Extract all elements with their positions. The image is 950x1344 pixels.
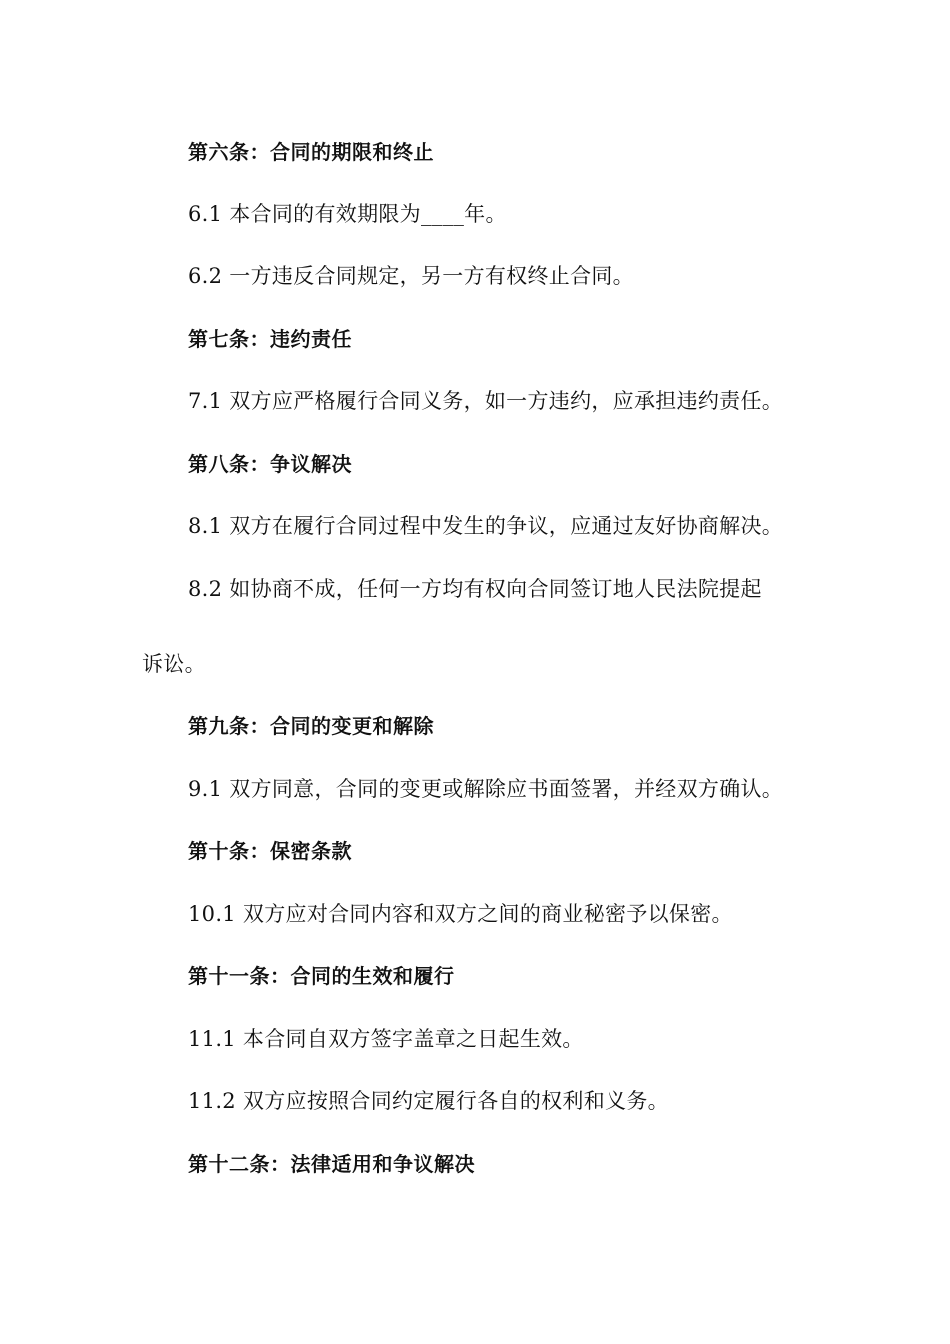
article-6-heading: 第六条：合同的期限和终止: [188, 140, 434, 164]
clause-10-1: 10.1 双方应对合同内容和双方之间的商业秘密予以保密。: [188, 902, 733, 926]
article-9-heading: 第九条：合同的变更和解除: [188, 714, 434, 738]
clause-11-2: 11.2 双方应按照合同约定履行各自的权利和义务。: [188, 1089, 669, 1113]
clause-6-1: 6.1 本合同的有效期限为____年。: [188, 202, 507, 226]
clause-8-2: 8.2 如协商不成，任何一方均有权向合同签订地人民法院提起: [188, 577, 762, 601]
article-12-heading: 第十二条：法律适用和争议解决: [188, 1152, 475, 1176]
clause-9-1: 9.1 双方同意，合同的变更或解除应书面签署，并经双方确认。: [188, 777, 784, 801]
clause-6-2: 6.2 一方违反合同规定，另一方有权终止合同。: [188, 264, 634, 288]
clause-7-1: 7.1 双方应严格履行合同义务，如一方违约，应承担违约责任。: [188, 389, 784, 413]
article-7-heading: 第七条：违约责任: [188, 327, 352, 351]
clause-8-1: 8.1 双方在履行合同过程中发生的争议，应通过友好协商解决。: [188, 514, 784, 538]
article-11-heading: 第十一条：合同的生效和履行: [188, 964, 455, 988]
article-10-heading: 第十条：保密条款: [188, 839, 352, 863]
clause-8-2-continuation: 诉讼。: [142, 652, 206, 676]
clause-11-1: 11.1 本合同自双方签字盖章之日起生效。: [188, 1027, 584, 1051]
article-8-heading: 第八条：争议解决: [188, 452, 352, 476]
